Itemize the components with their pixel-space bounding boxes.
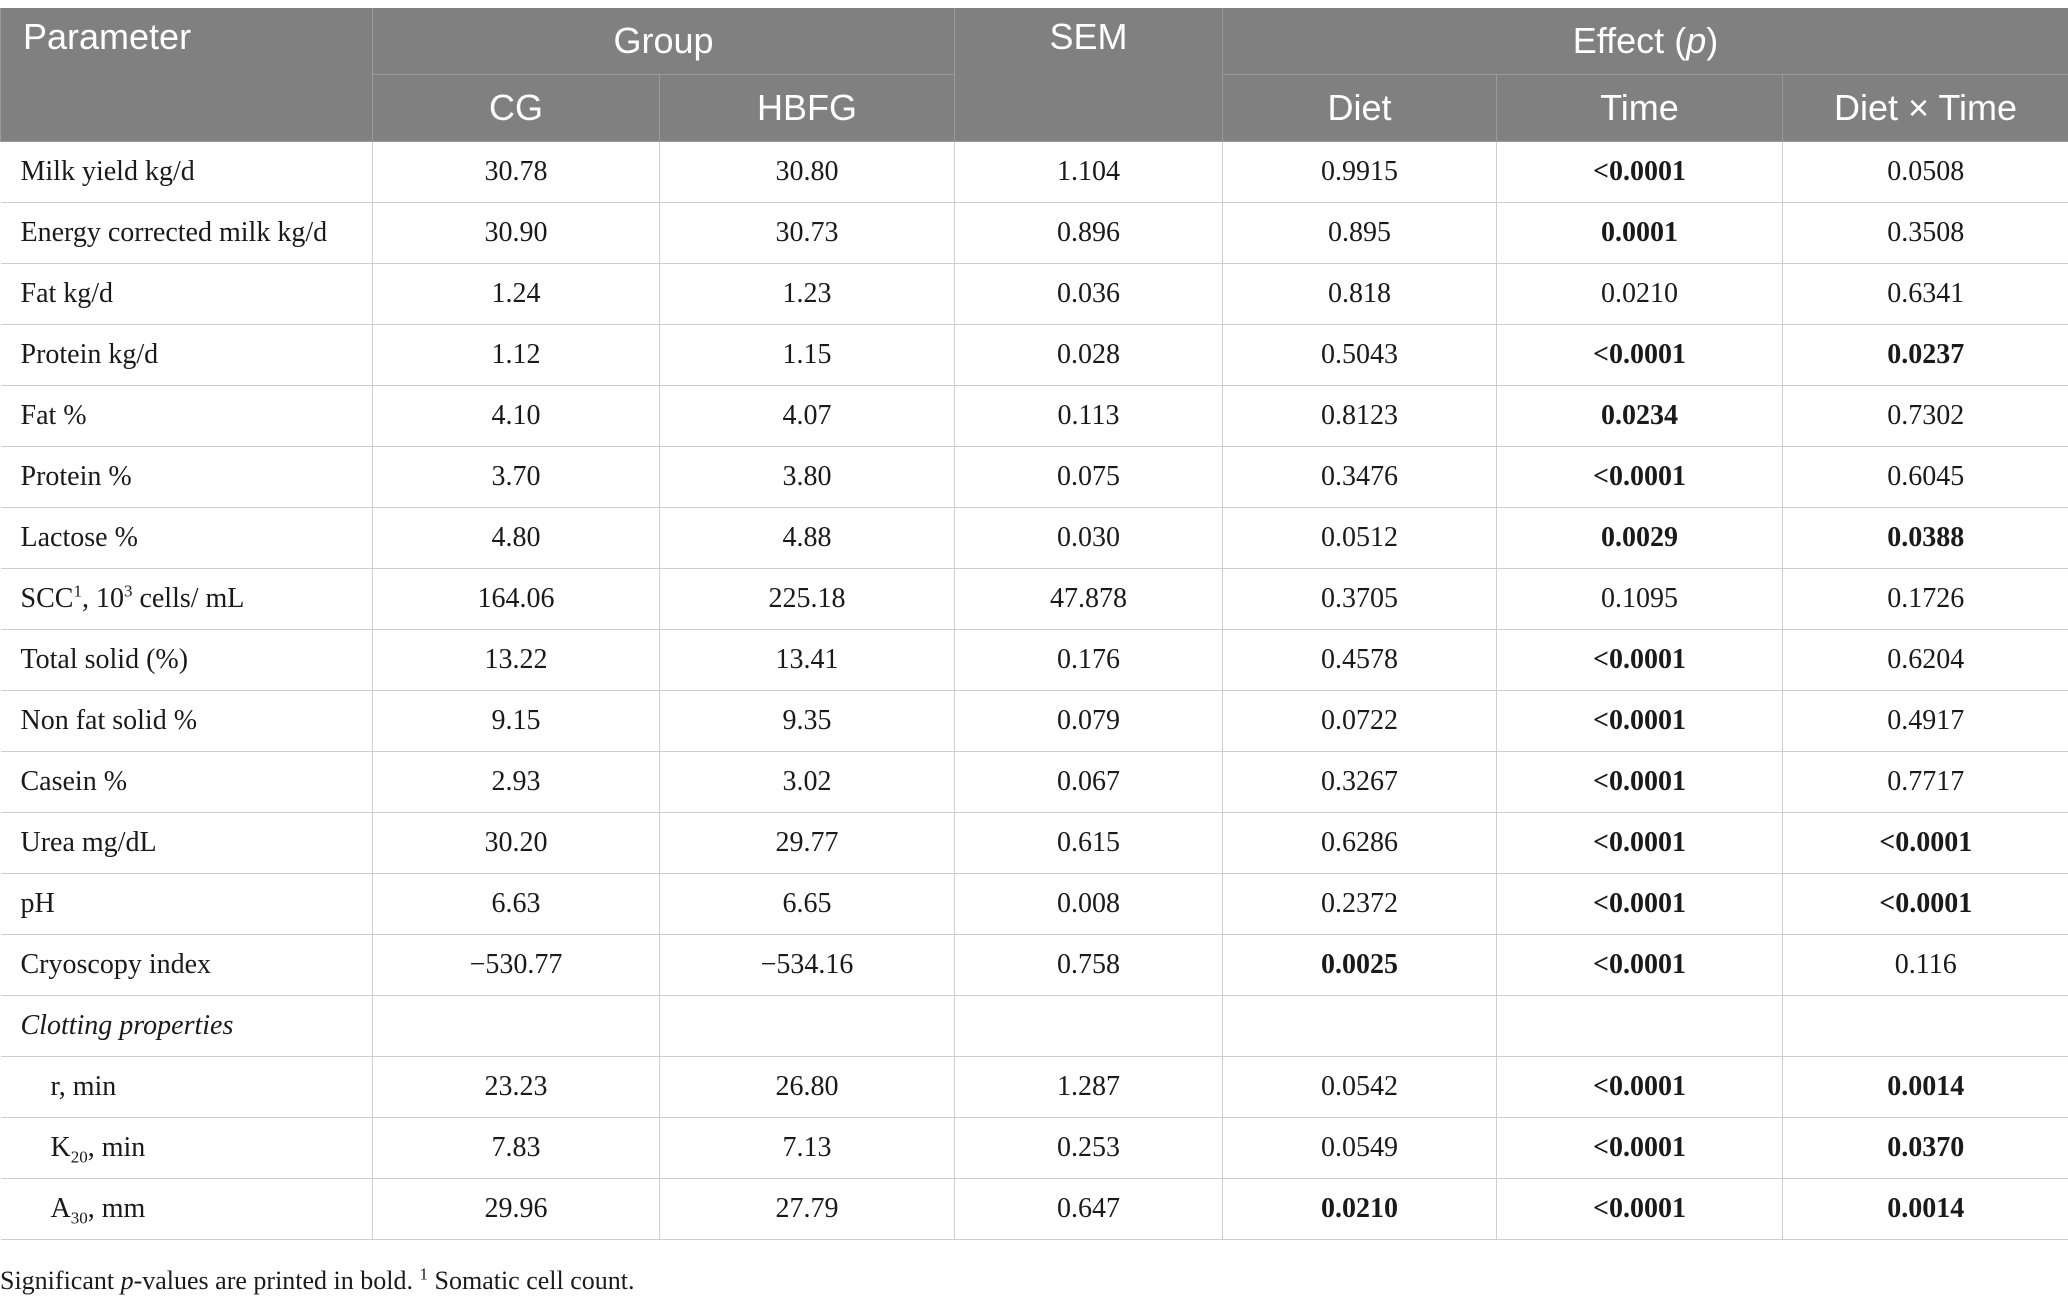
table-row <box>1 1057 2068 1118</box>
cell-time: 0.0001 <box>1497 203 1783 264</box>
cell-empty <box>955 996 1223 1057</box>
cell-cg: 13.22 <box>373 630 660 691</box>
cell-sem: 0.036 <box>955 264 1223 325</box>
table-row <box>1 630 2068 691</box>
cell-diet: 0.0210 <box>1223 1179 1497 1240</box>
cell-sem: 0.896 <box>955 203 1223 264</box>
header-time: Time <box>1497 75 1783 142</box>
cell-cg: 9.15 <box>373 691 660 752</box>
cell-sem: 0.067 <box>955 752 1223 813</box>
cell-diet-x-time: 0.0508 <box>1783 142 2068 203</box>
cell-hbfg: 7.13 <box>660 1118 955 1179</box>
row-label: Milk yield kg/d <box>1 142 373 203</box>
footnote-text: Somatic cell count. <box>428 1266 635 1295</box>
row-label: Lactose % <box>1 508 373 569</box>
row-label <box>1 1179 373 1240</box>
subscript: 20 <box>70 1147 88 1167</box>
cell-hbfg: 4.88 <box>660 508 955 569</box>
footnote-text: -values are printed in bold. <box>133 1266 420 1295</box>
cell-hbfg: 6.65 <box>660 874 955 935</box>
header-group: Group <box>373 8 955 75</box>
cell-diet-x-time: 0.3508 <box>1783 203 2068 264</box>
table-row <box>1 386 2068 447</box>
table-footnote <box>0 1266 635 1296</box>
cell-cg: −530.77 <box>373 935 660 996</box>
cell-sem: 0.615 <box>955 813 1223 874</box>
cell-hbfg: 26.80 <box>660 1057 955 1118</box>
table-row <box>1 264 2068 325</box>
cell-diet: 0.4578 <box>1223 630 1497 691</box>
cell-diet-x-time: 0.6204 <box>1783 630 2068 691</box>
cell-hbfg: 30.73 <box>660 203 955 264</box>
cell-time: <0.0001 <box>1497 935 1783 996</box>
cell-diet-x-time: 0.0237 <box>1783 325 2068 386</box>
cell-hbfg: 13.41 <box>660 630 955 691</box>
cell-time: <0.0001 <box>1497 1179 1783 1240</box>
cell-cg: 30.78 <box>373 142 660 203</box>
cell-sem: 0.176 <box>955 630 1223 691</box>
cell-diet: 0.3267 <box>1223 752 1497 813</box>
row-label-part: A <box>50 1193 71 1224</box>
header-effect-suffix: ) <box>1706 20 1719 61</box>
cell-cg: 30.20 <box>373 813 660 874</box>
cell-sem: 0.758 <box>955 935 1223 996</box>
cell-diet-x-time: 0.0014 <box>1783 1057 2068 1118</box>
cell-cg: 23.23 <box>373 1057 660 1118</box>
cell-diet: 0.0512 <box>1223 508 1497 569</box>
table-row <box>1 142 2068 203</box>
table-row <box>1 447 2068 508</box>
cell-hbfg: 3.80 <box>660 447 955 508</box>
cell-time: 0.0029 <box>1497 508 1783 569</box>
cell-diet-x-time: 0.116 <box>1783 935 2068 996</box>
cell-sem: 0.028 <box>955 325 1223 386</box>
cell-sem: 47.878 <box>955 569 1223 630</box>
header-cg: CG <box>373 75 660 142</box>
table-row <box>1 935 2068 996</box>
cell-hbfg: 225.18 <box>660 569 955 630</box>
footnote-text: Significant <box>0 1266 121 1295</box>
cell-sem: 0.008 <box>955 874 1223 935</box>
cell-diet-x-time: 0.0388 <box>1783 508 2068 569</box>
cell-hbfg: 3.02 <box>660 752 955 813</box>
cell-time: <0.0001 <box>1497 1118 1783 1179</box>
table-row <box>1 813 2068 874</box>
row-label <box>1 1118 373 1179</box>
row-label-part: SCC <box>20 583 74 614</box>
footnote-marker: 1 <box>419 1264 429 1284</box>
row-label-part: , 10 <box>81 583 124 614</box>
cell-diet-x-time: 0.4917 <box>1783 691 2068 752</box>
cell-time: <0.0001 <box>1497 447 1783 508</box>
cell-cg: 2.93 <box>373 752 660 813</box>
cell-hbfg: 29.77 <box>660 813 955 874</box>
cell-cg: 6.63 <box>373 874 660 935</box>
cell-diet-x-time: <0.0001 <box>1783 813 2068 874</box>
cell-cg: 30.90 <box>373 203 660 264</box>
cell-time: <0.0001 <box>1497 874 1783 935</box>
cell-time: <0.0001 <box>1497 752 1783 813</box>
cell-diet: 0.6286 <box>1223 813 1497 874</box>
cell-diet: 0.818 <box>1223 264 1497 325</box>
header-effect-p: p <box>1686 20 1707 61</box>
cell-cg: 164.06 <box>373 569 660 630</box>
row-label: Urea mg/dL <box>1 813 373 874</box>
table-row <box>1 874 2068 935</box>
cell-cg: 7.83 <box>373 1118 660 1179</box>
cell-diet: 0.0549 <box>1223 1118 1497 1179</box>
cell-diet: 0.0025 <box>1223 935 1497 996</box>
cell-diet-x-time: <0.0001 <box>1783 874 2068 935</box>
header-sem: SEM <box>955 8 1223 142</box>
cell-time: 0.0210 <box>1497 264 1783 325</box>
table-row <box>1 691 2068 752</box>
cell-empty <box>1223 996 1497 1057</box>
table-row <box>1 508 2068 569</box>
footnote-text: p <box>120 1266 134 1295</box>
table-row <box>1 325 2068 386</box>
cell-diet: 0.0542 <box>1223 1057 1497 1118</box>
cell-cg: 1.24 <box>373 264 660 325</box>
cell-sem: 0.647 <box>955 1179 1223 1240</box>
cell-time: <0.0001 <box>1497 630 1783 691</box>
header-parameter: Parameter <box>1 8 373 142</box>
cell-diet: 0.3705 <box>1223 569 1497 630</box>
cell-sem: 1.104 <box>955 142 1223 203</box>
cell-diet-x-time: 0.7717 <box>1783 752 2068 813</box>
row-label: Total solid (%) <box>1 630 373 691</box>
cell-sem: 0.079 <box>955 691 1223 752</box>
cell-time: <0.0001 <box>1497 142 1783 203</box>
row-label: Energy corrected milk kg/d <box>1 203 373 264</box>
cell-diet-x-time: 0.7302 <box>1783 386 2068 447</box>
table-row <box>1 569 2068 630</box>
cell-cg: 29.96 <box>373 1179 660 1240</box>
table-row <box>1 203 2068 264</box>
cell-sem: 0.253 <box>955 1118 1223 1179</box>
subscript: 30 <box>70 1208 88 1228</box>
header-diet-x-time: Diet × Time <box>1783 75 2068 142</box>
cell-cg: 3.70 <box>373 447 660 508</box>
cell-diet-x-time: 0.0014 <box>1783 1179 2068 1240</box>
cell-diet-x-time: 0.1726 <box>1783 569 2068 630</box>
row-label <box>1 569 373 630</box>
table-row-section <box>1 996 2068 1057</box>
milk-parameters-table <box>0 8 2068 1240</box>
row-label: pH <box>1 874 373 935</box>
row-label-part: K <box>50 1132 71 1163</box>
row-label: Cryoscopy index <box>1 935 373 996</box>
cell-hbfg: 4.07 <box>660 386 955 447</box>
header-hbfg: HBFG <box>660 75 955 142</box>
cell-cg: 1.12 <box>373 325 660 386</box>
cell-sem: 0.113 <box>955 386 1223 447</box>
cell-empty <box>373 996 660 1057</box>
cell-time: <0.0001 <box>1497 325 1783 386</box>
cell-diet: 0.895 <box>1223 203 1497 264</box>
cell-time: <0.0001 <box>1497 691 1783 752</box>
row-label: Fat % <box>1 386 373 447</box>
row-label: Casein % <box>1 752 373 813</box>
row-label-part: cells/ mL <box>132 583 245 614</box>
cell-diet-x-time: 0.6045 <box>1783 447 2068 508</box>
cell-hbfg: 1.15 <box>660 325 955 386</box>
cell-hbfg: −534.16 <box>660 935 955 996</box>
cell-diet: 0.5043 <box>1223 325 1497 386</box>
row-label-part: , min <box>87 1132 146 1163</box>
footnote-marker: 1 <box>73 581 82 601</box>
cell-hbfg: 1.23 <box>660 264 955 325</box>
row-label: Non fat solid % <box>1 691 373 752</box>
cell-cg: 4.80 <box>373 508 660 569</box>
row-label: Protein % <box>1 447 373 508</box>
cell-sem: 0.030 <box>955 508 1223 569</box>
section-label: Clotting properties <box>1 996 373 1057</box>
header-effect-prefix: Effect ( <box>1572 20 1687 61</box>
cell-cg: 4.10 <box>373 386 660 447</box>
cell-diet: 0.9915 <box>1223 142 1497 203</box>
cell-empty <box>1497 996 1783 1057</box>
cell-diet-x-time: 0.0370 <box>1783 1118 2068 1179</box>
cell-empty <box>660 996 955 1057</box>
exponent: 3 <box>123 581 133 601</box>
cell-time: <0.0001 <box>1497 813 1783 874</box>
row-label: r, min <box>1 1057 373 1118</box>
cell-diet: 0.0722 <box>1223 691 1497 752</box>
cell-empty <box>1783 996 2068 1057</box>
cell-sem: 1.287 <box>955 1057 1223 1118</box>
table-row <box>1 752 2068 813</box>
table-row <box>1 1179 2068 1240</box>
cell-sem: 0.075 <box>955 447 1223 508</box>
cell-hbfg: 27.79 <box>660 1179 955 1240</box>
row-label: Fat kg/d <box>1 264 373 325</box>
cell-hbfg: 30.80 <box>660 142 955 203</box>
cell-hbfg: 9.35 <box>660 691 955 752</box>
table-header <box>1 8 2068 142</box>
header-diet: Diet <box>1223 75 1497 142</box>
cell-time: 0.0234 <box>1497 386 1783 447</box>
cell-time: <0.0001 <box>1497 1057 1783 1118</box>
cell-diet-x-time: 0.6341 <box>1783 264 2068 325</box>
cell-time: 0.1095 <box>1497 569 1783 630</box>
table-row <box>1 1118 2068 1179</box>
cell-diet: 0.8123 <box>1223 386 1497 447</box>
table-body <box>1 142 2068 1240</box>
cell-diet: 0.2372 <box>1223 874 1497 935</box>
row-label: Protein kg/d <box>1 325 373 386</box>
row-label-part: , mm <box>87 1193 146 1224</box>
header-effect <box>1223 8 2068 75</box>
data-table-container <box>0 8 2068 1240</box>
cell-diet: 0.3476 <box>1223 447 1497 508</box>
